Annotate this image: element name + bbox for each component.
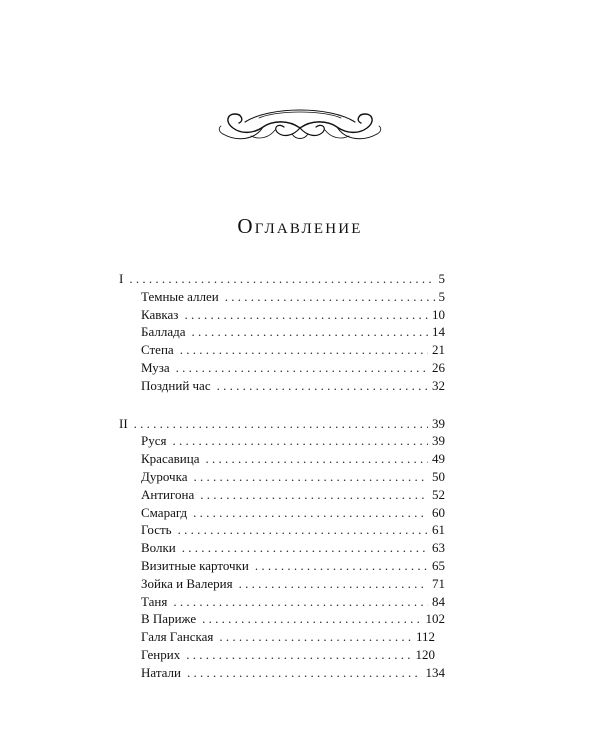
toc-entry[interactable] <box>119 628 445 646</box>
dot-leader <box>172 432 428 450</box>
toc-entry[interactable] <box>119 593 445 611</box>
dot-leader <box>219 628 412 646</box>
toc-page-number: 71 <box>432 575 445 591</box>
dot-leader <box>193 504 428 522</box>
toc-entry-title: В Париже <box>141 611 197 627</box>
toc-part-row[interactable] <box>119 270 445 288</box>
dot-leader <box>134 415 428 433</box>
dot-leader <box>129 270 434 288</box>
dot-leader <box>173 593 428 611</box>
toc-entry-title: Визитные карточки <box>141 557 249 573</box>
toc-entry-title: Смарагд <box>141 504 188 520</box>
toc-page-number: 26 <box>432 359 445 375</box>
dot-leader <box>217 377 428 395</box>
dot-leader <box>184 306 428 324</box>
toc-entry[interactable] <box>119 521 445 539</box>
toc-part-2 <box>119 415 445 682</box>
toc-entry[interactable] <box>119 468 445 486</box>
toc-entry-title: Руся <box>141 433 167 449</box>
toc-entry-title: Генрих <box>141 646 181 662</box>
toc-entry-title: Кавказ <box>141 306 179 322</box>
toc-entry-title: Гость <box>141 522 172 538</box>
dot-leader <box>202 610 421 628</box>
toc-page-number: 120 <box>415 646 435 662</box>
toc-page-number: 134 <box>425 664 445 680</box>
toc-page-number: 49 <box>432 451 445 467</box>
table-of-contents <box>119 270 445 702</box>
toc-entry[interactable] <box>119 306 445 324</box>
toc-page-number: 39 <box>432 433 445 449</box>
toc-page-number: 60 <box>432 504 445 520</box>
dot-leader <box>205 450 428 468</box>
toc-entry-title: Антигона <box>141 486 195 502</box>
toc-entry-title: Красавица <box>141 451 200 467</box>
toc-page-number: 21 <box>432 342 445 358</box>
toc-entry[interactable] <box>119 575 445 593</box>
toc-page-number: 39 <box>432 415 445 431</box>
toc-entry[interactable] <box>119 432 445 450</box>
toc-page-number: 50 <box>432 468 445 484</box>
toc-entry[interactable] <box>119 486 445 504</box>
toc-entry-title: Натали <box>141 664 181 680</box>
toc-entry[interactable] <box>119 664 445 682</box>
toc-page-number: 63 <box>432 540 445 556</box>
dot-leader <box>255 557 428 575</box>
toc-page-number: 10 <box>432 306 445 322</box>
toc-part-row[interactable] <box>119 415 445 433</box>
toc-part-label: I <box>119 271 124 286</box>
toc-page-number: 5 <box>438 271 445 286</box>
toc-entry-title: Дурочка <box>141 468 188 484</box>
dot-leader <box>187 664 422 682</box>
toc-entry[interactable] <box>119 377 445 395</box>
dot-leader <box>200 486 428 504</box>
toc-part-label: II <box>119 415 128 431</box>
toc-part-1 <box>119 270 445 395</box>
dot-leader <box>193 468 428 486</box>
toc-entry[interactable] <box>119 504 445 522</box>
dot-leader <box>225 288 435 306</box>
toc-entry[interactable] <box>119 557 445 575</box>
dot-leader <box>239 575 428 593</box>
toc-entry[interactable] <box>119 341 445 359</box>
toc-entry[interactable] <box>119 450 445 468</box>
toc-entry-title: Таня <box>141 593 168 609</box>
dot-leader <box>176 359 428 377</box>
toc-entry-title: Степа <box>141 342 174 358</box>
toc-page-number: 14 <box>432 324 445 340</box>
toc-heading: Оглавление <box>237 214 363 238</box>
toc-page-number: 52 <box>432 486 445 502</box>
toc-entry-title: Темные аллеи <box>141 288 219 304</box>
toc-entry[interactable] <box>119 646 445 664</box>
toc-entry[interactable] <box>119 323 445 341</box>
toc-page-number: 32 <box>432 377 445 393</box>
toc-entry-title: Муза <box>141 359 170 375</box>
toc-entry-title: Баллада <box>141 324 186 340</box>
toc-entry[interactable] <box>119 610 445 628</box>
toc-page-number: 5 <box>438 288 445 304</box>
dot-leader <box>178 521 428 539</box>
dot-leader <box>191 323 428 341</box>
toc-entry-title: Волки <box>141 540 176 556</box>
toc-entry[interactable] <box>119 539 445 557</box>
toc-page-number: 84 <box>432 593 445 609</box>
toc-page-number: 112 <box>415 629 435 645</box>
toc-entry-title: Зойка и Валерия <box>141 575 233 591</box>
decorative-flourish <box>215 100 385 148</box>
toc-entry-title: Поздний час <box>141 377 211 393</box>
toc-entry[interactable] <box>119 359 445 377</box>
toc-page-number: 61 <box>432 522 445 538</box>
dot-leader <box>182 539 428 557</box>
toc-page-number: 65 <box>432 557 445 573</box>
toc-entry-title: Галя Ганская <box>141 629 214 645</box>
dot-leader <box>186 646 411 664</box>
toc-page-number: 102 <box>425 611 445 627</box>
toc-entry[interactable] <box>119 288 445 306</box>
dot-leader <box>180 341 428 359</box>
